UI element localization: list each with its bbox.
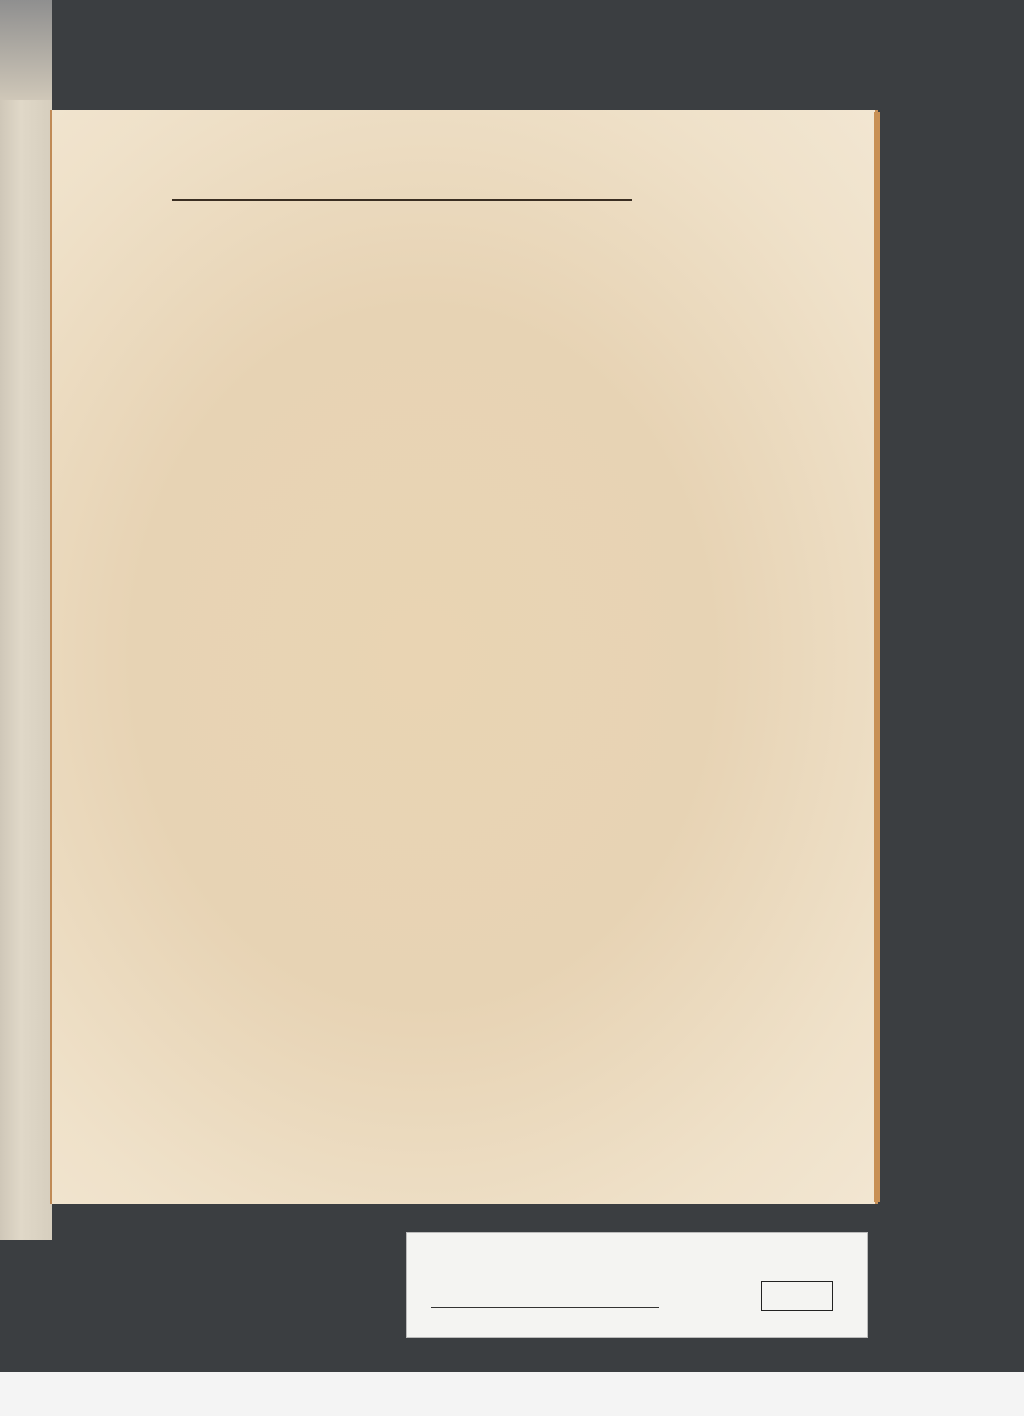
hab-logo-icon[interactable] <box>6 1380 42 1408</box>
header-rule <box>172 199 632 201</box>
gray-swatch <box>780 1282 798 1310</box>
gray-swatch <box>797 1282 815 1310</box>
gray-swatch <box>762 1282 780 1310</box>
running-header <box>212 170 680 200</box>
facing-page-edge <box>0 0 52 1240</box>
gray-scale-swatches <box>761 1281 833 1311</box>
color-scale-card <box>406 1232 868 1338</box>
scan-glare <box>0 0 52 100</box>
ruler <box>431 1277 659 1308</box>
viewer-footer <box>0 1372 1024 1416</box>
book-page <box>50 110 878 1204</box>
gray-swatch <box>815 1282 833 1310</box>
page-edge <box>874 112 880 1202</box>
